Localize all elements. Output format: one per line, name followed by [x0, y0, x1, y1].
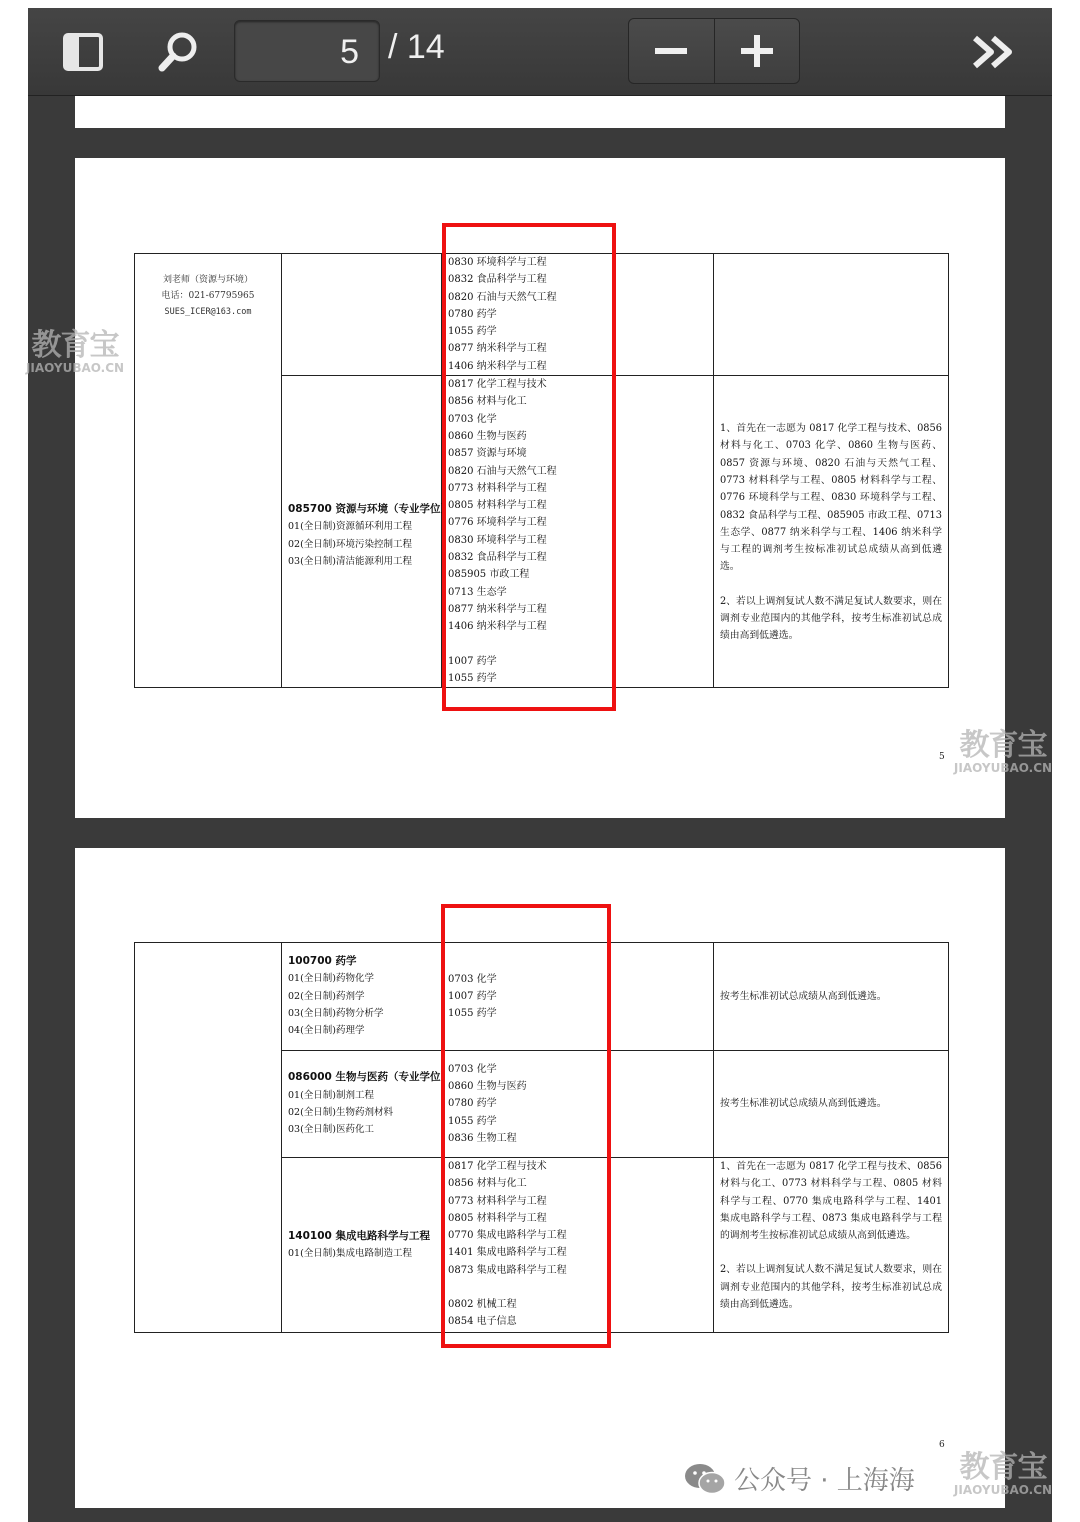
code-item: 0830 环境科学与工程: [448, 257, 547, 268]
watermark-domain: JIAOYUBAO.CN: [25, 361, 125, 375]
contact-name: 刘老师（资源与环境）: [162, 275, 253, 285]
wechat-icon: [684, 1462, 726, 1496]
code-item: 1406 纳米科学与工程: [448, 360, 547, 372]
code-item: 0857 资源与环境: [448, 448, 527, 460]
more-tools-icon[interactable]: [968, 30, 1020, 74]
direction-item: 01(全日制)药物化学: [288, 973, 375, 985]
requirement-text: 按考生标准初试总成绩从高到低遴选。: [720, 1098, 887, 1110]
major-title: 140100 集成电路科学与工程: [288, 1229, 430, 1242]
page-number-input[interactable]: 5: [234, 20, 380, 82]
direction-item: 03(全日制)药物分析学: [288, 1007, 384, 1019]
code-item: 0836 生物工程: [448, 1132, 517, 1144]
zoom-out-button[interactable]: [629, 19, 714, 83]
direction-item: 02(全日制)药剂学: [288, 990, 365, 1002]
code-item: 1055 药学: [448, 672, 497, 684]
code-item: 0703 化学: [448, 1063, 497, 1075]
watermark-domain: JIAOYUBAO.CN: [953, 1483, 1053, 1497]
zoom-in-button[interactable]: [714, 19, 800, 83]
code-item: 0860 生物与医药: [448, 1081, 527, 1093]
code-item: 1007 药学: [448, 655, 497, 667]
page-number: 5: [939, 752, 945, 762]
code-item: 0773 材料科学与工程: [448, 482, 547, 494]
code-item: 1406 纳米科学与工程: [448, 621, 547, 633]
direction-item: 01(全日制)集成电路制造工程: [288, 1248, 413, 1259]
major-cell: [282, 376, 451, 688]
requirement-cell: [714, 943, 949, 1051]
requirement-cell: [714, 1051, 949, 1158]
code-item: 0817 化学工程与技术: [448, 379, 547, 391]
code-item: 1055 药学: [448, 1115, 497, 1127]
wechat-account-text: 公众号 · 上海海: [734, 1466, 915, 1496]
code-item: 0773 材料科学与工程: [448, 1195, 547, 1207]
contact-cell: [135, 254, 282, 688]
direction-item: 03(全日制)医药化工: [288, 1124, 375, 1136]
code-item: 0860 生物与医药: [448, 430, 527, 442]
watermark-brand: 教育宝: [959, 1450, 1047, 1485]
requirement-text-2: 2、若以上调剂复试人数不满足复试人数要求，则在调剂专业范围内的其他学科，按考生标准初试总成绩由高到低遴选。: [720, 595, 942, 642]
major-title: 100700 药学: [288, 955, 357, 967]
code-item: 1055 药学: [448, 1008, 497, 1020]
code-item: 0856 材料与化工: [448, 396, 527, 408]
major-cell: [282, 943, 442, 1051]
pdf-toolbar: [28, 8, 1052, 96]
major-cell-empty: [282, 254, 442, 376]
major-cell: [282, 1051, 451, 1158]
direction-item: 02(全日制)环境污染控制工程: [288, 538, 413, 550]
direction-item: 04(全日制)药理学: [288, 1025, 365, 1037]
code-item: 0805 材料科学与工程: [448, 1212, 547, 1224]
watermark-logo: [946, 1452, 1060, 1496]
plus-icon: [741, 35, 773, 67]
highlight-box-p6: [441, 904, 611, 1348]
zoom-controls: [628, 18, 800, 84]
code-item: 1401 集成电路科学与工程: [448, 1247, 567, 1259]
watermark-logo: [946, 730, 1060, 774]
code-item: 0873 集成电路科学与工程: [448, 1264, 567, 1276]
requirement-text: 按考生标准初试总成绩从高到低遴选。: [720, 990, 887, 1002]
code-item: 0817 化学工程与技术: [448, 1161, 547, 1172]
code-item: 0877 纳米科学与工程: [448, 603, 547, 615]
contact-email: SUES_ICER@163.com: [164, 307, 252, 317]
code-item: 0820 石油与天然气工程: [448, 291, 557, 303]
requirement-cell: [714, 1158, 949, 1333]
code-item: 0770 集成电路科学与工程: [448, 1230, 567, 1242]
direction-item: 01(全日制)资源循环利用工程: [288, 521, 413, 533]
direction-item: 03(全日制)清洁能源利用工程: [288, 555, 413, 567]
watermark-logo: [18, 330, 132, 374]
page-total-label: / 14: [388, 28, 445, 66]
contact-phone: 电话：021-67795965: [161, 291, 255, 301]
code-item: 0877 纳米科学与工程: [448, 343, 547, 355]
code-item: 0854 电子信息: [448, 1316, 517, 1328]
pdf-page-4-tail: [75, 96, 1005, 128]
watermark-brand: 教育宝: [31, 328, 119, 363]
code-item: 0832 食品科学与工程: [448, 552, 547, 564]
code-item: 0713 生态学: [448, 586, 507, 598]
code-item: 0820 石油与天然气工程: [448, 465, 557, 477]
code-item: 0780 药学: [448, 308, 497, 320]
requirement-text-2: 2、若以上调剂复试人数不满足复试人数要求，则在调剂专业范围内的其他学科，按考生标准初试总成绩由高到低遴选。: [720, 1264, 942, 1311]
search-icon[interactable]: [156, 30, 200, 74]
code-item: 0856 材料与化工: [448, 1178, 527, 1190]
requirement-text-1: 1、首先在一志愿为 0817 化学工程与技术、0856 材料与化工、0773 材料科学与工程、0805 材料科学与工程、0770 集成电路科学与工程、1401 集成电路科学与工程、0873 集成电路科学与工程的调剂考生按标准初试总成绩从高到低遴选。: [720, 1161, 942, 1242]
highlight-box-p5: [442, 223, 616, 711]
code-item: 0780 药学: [448, 1098, 497, 1110]
watermark-domain: JIAOYUBAO.CN: [953, 761, 1053, 775]
code-item: 0703 化学: [448, 973, 497, 985]
requirement-cell: [714, 376, 949, 688]
code-item: 0830 环境科学与工程: [448, 534, 547, 546]
wechat-source-label: [684, 1460, 915, 1497]
code-item: 0805 材料科学与工程: [448, 500, 547, 512]
code-item: 0802 机械工程: [448, 1299, 517, 1311]
requirement-text-1: 1、首先在一志愿为 0817 化学工程与技术、0856 材料与化工、0703 化学、0860 生物与医药、0857 资源与环境、0820 石油与天然气工程、0773 材料科学与工程、0805 材料科学与工程、0776 环境科学与工程、0830 环境科学与工程、0832 食品科学与工程、085905 市政工程、0713 生态学、0877 纳米科学与工程、1406 纳米科学与工程的调剂考生按标准初试总成绩从高到低遴选。: [720, 423, 942, 573]
minus-icon: [655, 47, 687, 55]
watermark-brand: 教育宝: [959, 728, 1047, 763]
code-item: 1007 药学: [448, 990, 497, 1002]
direction-item: 02(全日制)生物药剂材料: [288, 1107, 394, 1118]
code-item: 0832 食品科学与工程: [448, 274, 547, 286]
page-number: 6: [939, 1440, 945, 1450]
sidebar-toggle-icon[interactable]: [62, 32, 104, 72]
code-item: 1055 药学: [448, 326, 497, 338]
direction-item: 01(全日制)制剂工程: [288, 1089, 375, 1101]
code-item: 0703 化学: [448, 413, 497, 425]
major-cell: [282, 1158, 442, 1333]
code-item: 0776 环境科学与工程: [448, 517, 547, 529]
requirement-cell-empty: [714, 254, 949, 376]
contact-cell-empty: [135, 943, 282, 1333]
major-title: 085700 资源与环境（专业学位）: [288, 503, 451, 515]
code-item: 085905 市政工程: [448, 569, 530, 581]
major-title: 086000 生物与医药（专业学位）: [288, 1071, 451, 1084]
